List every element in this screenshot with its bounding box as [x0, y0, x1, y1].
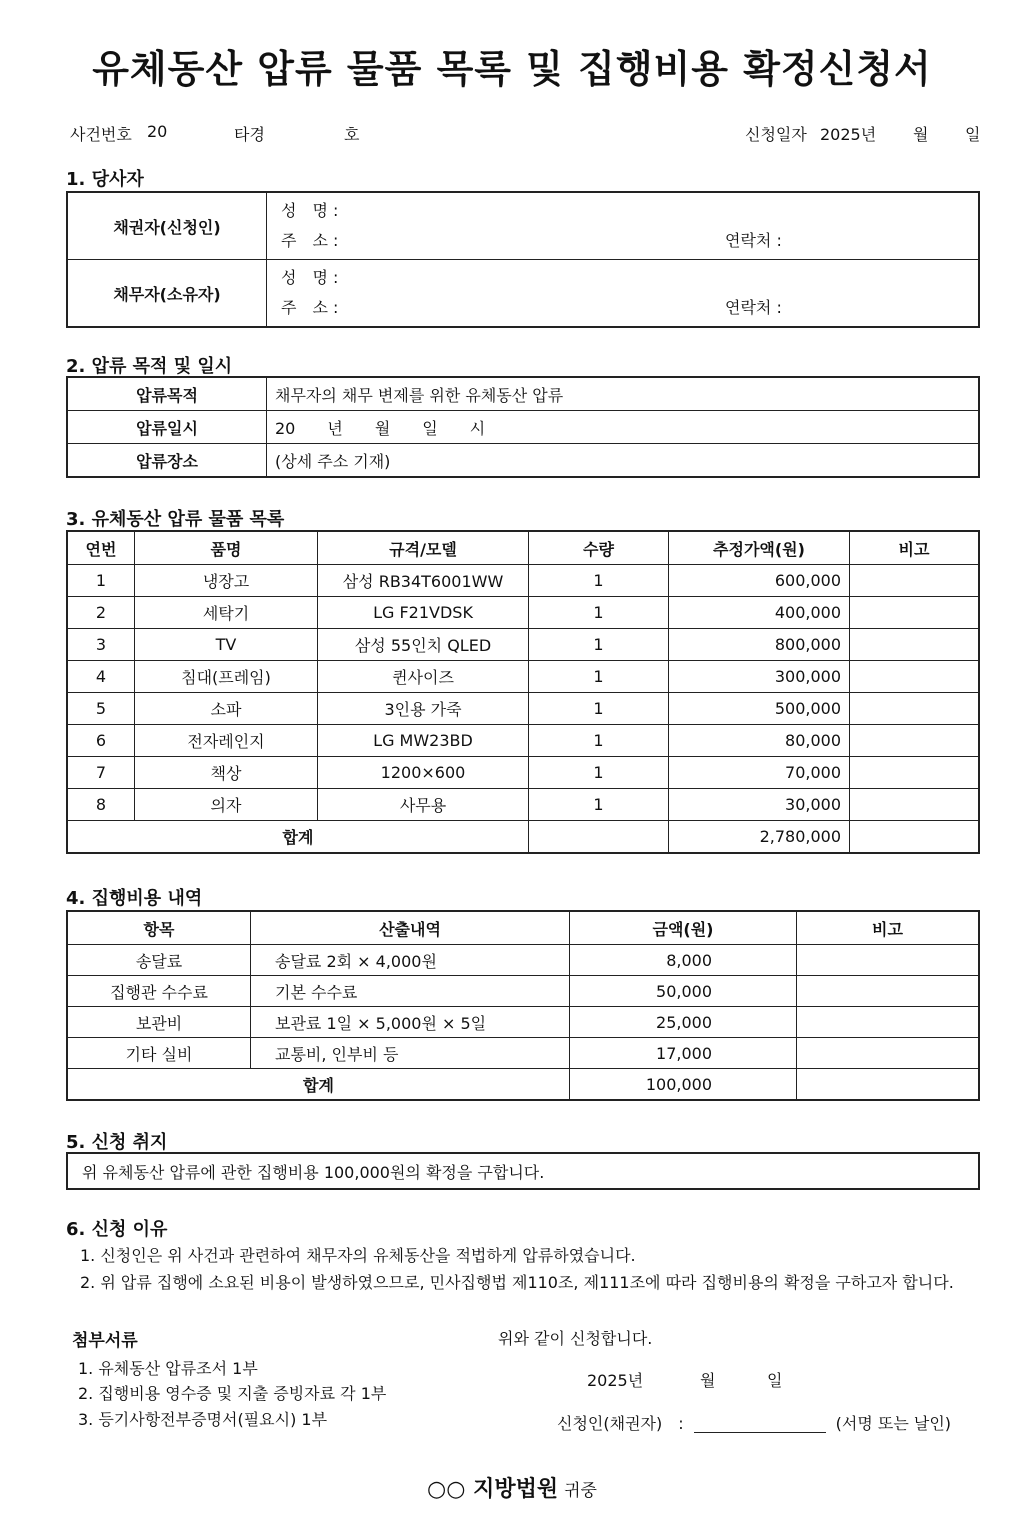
- table-row: [67, 565, 979, 597]
- costs-total-value: 100,000: [570, 1069, 797, 1101]
- items-total-value: 2,780,000: [669, 821, 850, 854]
- col-header-calc: 산출내역: [251, 911, 570, 945]
- cost-item: 집행관 수수료: [67, 976, 251, 1007]
- application-date-year: 2025년: [820, 125, 877, 144]
- creditor-name-key: 성 명 :: [281, 201, 339, 220]
- col-header-note: 비고: [797, 911, 980, 945]
- item-name: 세탁기: [135, 597, 318, 629]
- table-row: [67, 597, 979, 629]
- item-qty: 1: [529, 661, 669, 693]
- table-row: [67, 789, 979, 821]
- item-spec: LG MW23BD: [318, 725, 529, 757]
- item-no: 6: [67, 725, 135, 757]
- table-header-row: [67, 911, 979, 945]
- item-name: TV: [135, 629, 318, 661]
- col-header-spec: 규격/모델: [318, 531, 529, 565]
- item-price: 80,000: [669, 725, 850, 757]
- item-qty: 1: [529, 725, 669, 757]
- table-row: [67, 757, 979, 789]
- item-spec: 삼성 55인치 QLED: [318, 629, 529, 661]
- case-number-suffix: 호: [344, 125, 360, 144]
- seizure-place-row: [67, 444, 979, 478]
- case-number-label: 사건번호: [70, 125, 132, 144]
- item-qty: 1: [529, 789, 669, 821]
- cost-amount: 17,000: [570, 1038, 797, 1069]
- item-qty: 1: [529, 565, 669, 597]
- seized-items-table: [66, 530, 980, 854]
- table-row: [67, 693, 979, 725]
- attachment-item: 2. 집행비용 영수증 및 지출 증빙자료 각 1부: [78, 1384, 387, 1403]
- items-total-note: [850, 821, 980, 854]
- col-header-price: 추정가액(원): [669, 531, 850, 565]
- item-price: 30,000: [669, 789, 850, 821]
- seizure-purpose-label: 압류목적: [67, 377, 267, 411]
- item-no: 3: [67, 629, 135, 661]
- cost-note: [797, 1038, 980, 1069]
- item-name: 의자: [135, 789, 318, 821]
- seizure-purpose-value: 채무자의 채무 변제를 위한 유체동산 압류: [267, 377, 980, 411]
- item-note: [850, 565, 980, 597]
- creditor-row: [67, 192, 979, 260]
- cost-amount: 25,000: [570, 1007, 797, 1038]
- item-spec: 삼성 RB34T6001WW: [318, 565, 529, 597]
- creditor-contact-key: 연락처 :: [725, 231, 782, 250]
- item-note: [850, 597, 980, 629]
- item-no: 2: [67, 597, 135, 629]
- costs-total-label: 합계: [67, 1069, 570, 1101]
- cost-calc: 보관료 1일 × 5,000원 × 5일: [251, 1007, 570, 1038]
- item-note: [850, 661, 980, 693]
- item-note: [850, 629, 980, 661]
- seizure-datetime-value: 20 년 월 일 시: [267, 411, 980, 444]
- cost-amount: 8,000: [570, 945, 797, 976]
- item-qty: 1: [529, 693, 669, 725]
- item-no: 8: [67, 789, 135, 821]
- creditor-label: 채권자(신청인): [67, 192, 267, 260]
- item-qty: 1: [529, 597, 669, 629]
- item-price: 600,000: [669, 565, 850, 597]
- signature-blank[interactable]: [694, 1416, 826, 1433]
- attachment-item: 3. 등기사항전부증명서(필요시) 1부: [78, 1410, 328, 1429]
- reason-item: 1. 신청인은 위 사건과 관련하여 채무자의 유체동산을 적법하게 압류하였습니다.: [80, 1246, 636, 1265]
- item-qty: 1: [529, 757, 669, 789]
- seizure-datetime-row: [67, 411, 979, 444]
- cost-item: 보관비: [67, 1007, 251, 1038]
- table-header-row: [67, 531, 979, 565]
- item-price: 800,000: [669, 629, 850, 661]
- table-row: [67, 661, 979, 693]
- cost-calc: 송달료 2회 × 4,000원: [251, 945, 570, 976]
- item-price: 400,000: [669, 597, 850, 629]
- costs-total-note: [797, 1069, 980, 1101]
- seizure-datetime-label: 압류일시: [67, 411, 267, 444]
- col-header-item: 항목: [67, 911, 251, 945]
- debtor-row: [67, 260, 979, 328]
- application-purpose-box: 위 유체동산 압류에 관한 집행비용 100,000원의 확정을 구합니다.: [66, 1152, 980, 1190]
- cost-note: [797, 976, 980, 1007]
- case-year: 20: [147, 122, 168, 141]
- cost-note: [797, 945, 980, 976]
- debtor-label: 채무자(소유자): [67, 260, 267, 328]
- cost-calc: 기본 수수료: [251, 976, 570, 1007]
- debtor-contact-key: 연락처 :: [725, 298, 782, 317]
- col-header-note: 비고: [850, 531, 980, 565]
- item-name: 침대(프레임): [135, 661, 318, 693]
- seizure-place-value: (상세 주소 기재): [267, 444, 980, 478]
- item-spec: 퀸사이즈: [318, 661, 529, 693]
- creditor-address-key: 주 소 :: [281, 231, 339, 250]
- attachments-heading: 첨부서류: [72, 1331, 138, 1351]
- cost-amount: 50,000: [570, 976, 797, 1007]
- item-note: [850, 725, 980, 757]
- col-header-name: 품명: [135, 531, 318, 565]
- court-suffix: 귀중: [564, 1481, 597, 1501]
- section-seizure-heading: 2. 압류 목적 및 일시: [66, 356, 233, 377]
- court-name: ○○ 지방법원: [427, 1477, 559, 1502]
- item-price: 300,000: [669, 661, 850, 693]
- section-items-heading: 3. 유체동산 압류 물품 목록: [66, 509, 285, 530]
- case-type: 타경: [234, 125, 265, 144]
- item-qty: 1: [529, 629, 669, 661]
- item-note: [850, 757, 980, 789]
- items-total-qty: [529, 821, 669, 854]
- closing-statement: 위와 같이 신청합니다.: [498, 1329, 653, 1348]
- closing-month: 월: [700, 1371, 716, 1390]
- item-name: 냉장고: [135, 565, 318, 597]
- item-price: 500,000: [669, 693, 850, 725]
- item-note: [850, 789, 980, 821]
- cost-item: 기타 실비: [67, 1038, 251, 1069]
- item-no: 7: [67, 757, 135, 789]
- cost-item: 송달료: [67, 945, 251, 976]
- signature-note: (서명 또는 날인): [835, 1414, 952, 1433]
- table-row: [67, 976, 979, 1007]
- section-purpose-heading: 5. 신청 취지: [66, 1132, 168, 1153]
- item-spec: 사무용: [318, 789, 529, 821]
- item-spec: 3인용 가죽: [318, 693, 529, 725]
- item-note: [850, 693, 980, 725]
- costs-total-row: [67, 1069, 979, 1101]
- item-spec: 1200×600: [318, 757, 529, 789]
- application-date-label: 신청일자: [745, 125, 807, 144]
- item-no: 1: [67, 565, 135, 597]
- court-addressee: [0, 1472, 1024, 1503]
- seizure-info-table: [66, 376, 980, 478]
- seizure-place-label: 압류장소: [67, 444, 267, 478]
- item-spec: LG F21VDSK: [318, 597, 529, 629]
- item-no: 4: [67, 661, 135, 693]
- table-row: [67, 725, 979, 757]
- seizure-purpose-row: [67, 377, 979, 411]
- section-costs-heading: 4. 집행비용 내역: [66, 888, 203, 909]
- applicant-signature-line: [557, 1411, 951, 1434]
- section-reason-heading: 6. 신청 이유: [66, 1219, 168, 1240]
- col-header-amount: 금액(원): [570, 911, 797, 945]
- closing-day: 일: [767, 1371, 783, 1390]
- table-row: [67, 1007, 979, 1038]
- item-no: 5: [67, 693, 135, 725]
- attachment-item: 1. 유체동산 압류조서 1부: [78, 1359, 258, 1378]
- debtor-name-key: 성 명 :: [281, 268, 339, 287]
- col-header-no: 연번: [67, 531, 135, 565]
- table-row: [67, 1038, 979, 1069]
- application-date-day: 일: [965, 125, 981, 144]
- execution-costs-table: [66, 910, 980, 1101]
- items-total-row: [67, 821, 979, 854]
- cost-note: [797, 1007, 980, 1038]
- closing-year: 2025년: [587, 1371, 644, 1390]
- debtor-address-key: 주 소 :: [281, 298, 339, 317]
- col-header-qty: 수량: [529, 531, 669, 565]
- parties-table: [66, 191, 980, 328]
- table-row: [67, 629, 979, 661]
- item-name: 전자레인지: [135, 725, 318, 757]
- items-total-label: 합계: [67, 821, 529, 854]
- reason-item: 2. 위 압류 집행에 소요된 비용이 발생하였으므로, 민사집행법 제110조, 제111조에 따라 집행비용의 확정을 구하고자 합니다.: [80, 1273, 954, 1292]
- item-name: 책상: [135, 757, 318, 789]
- item-price: 70,000: [669, 757, 850, 789]
- creditor-info: [267, 192, 980, 260]
- section-parties-heading: 1. 당사자: [66, 169, 144, 190]
- cost-calc: 교통비, 인부비 등: [251, 1038, 570, 1069]
- application-date-month: 월: [913, 125, 929, 144]
- applicant-label: 신청인(채권자) :: [557, 1414, 684, 1433]
- table-row: [67, 945, 979, 976]
- debtor-info: [267, 260, 980, 328]
- document-title: 유체동산 압류 물품 목록 및 집행비용 확정신청서: [92, 47, 932, 91]
- item-name: 소파: [135, 693, 318, 725]
